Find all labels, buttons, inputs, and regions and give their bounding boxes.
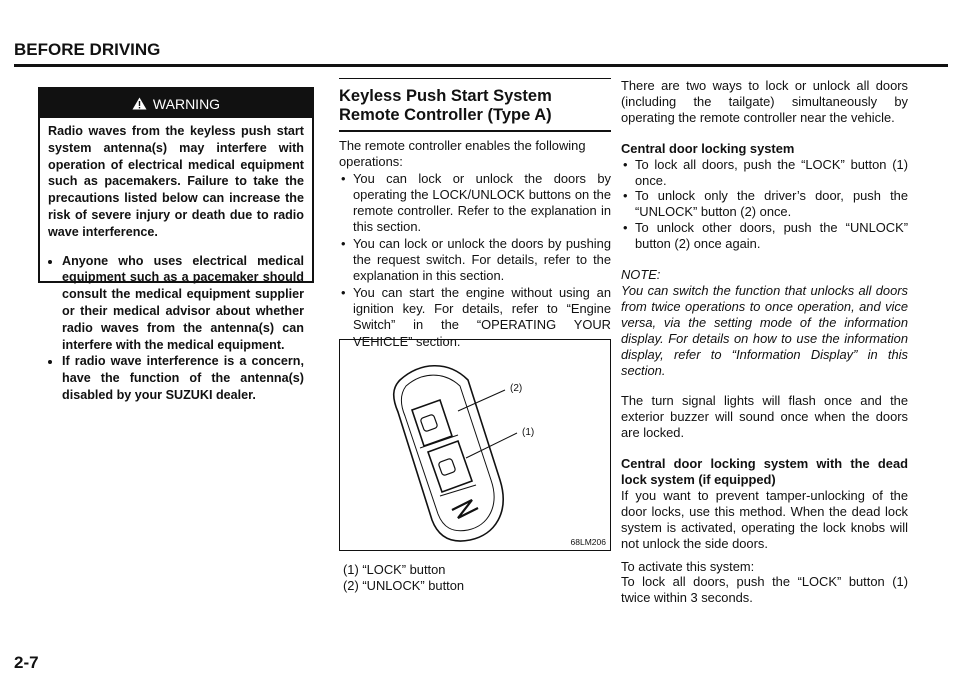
caption-line: (1) “LOCK” button (343, 562, 446, 577)
caption-line: (2) “UNLOCK” button (343, 577, 465, 593)
central-list (621, 157, 908, 252)
warning-label: WARNING (152, 95, 221, 112)
warning-bullet: • Anyone who uses electrical medical equipment such as a pacemaker should consult the medical equipment supplier or their medical advisor about whether radio waves from the antenna(s) can interfere with the medical equipment. (62, 253, 304, 354)
header-rule (14, 64, 948, 67)
warning-banner (40, 89, 312, 118)
warning-bullet: • If radio wave interference is a concern, have the function of the antenna(s) disabled by your SUZUKI dealer. (62, 353, 304, 403)
activate-line-1: To activate this system: (621, 558, 755, 574)
section-body (339, 138, 611, 350)
figure-label-2: (2) (510, 383, 523, 394)
section-title-rule (339, 130, 611, 132)
deadlock-heading: Central door locking system with the dead lock system (if equipped) (621, 456, 908, 488)
section-intro: The remote controller enables the following operations: (339, 138, 586, 170)
deadlock-text: If you want to prevent tamper-unlocking of the door locks, use this method. When the dead lock system is activated, operating the lock knobs will not unlock the side doors. (621, 487, 908, 551)
middle-column (339, 78, 611, 350)
section-bullet: • You can lock or unlock the doors by operating the LOCK/UNLOCK buttons on the remote controller. Refer to the explanation in this section. (353, 171, 611, 236)
section-bullet: • You can start the engine without using an ignition key. For details, refer to “Engine Switch” in the “OPERATING YOUR VEHICLE” section. (353, 285, 611, 350)
figure-code: 68LM206 (570, 537, 606, 547)
central-bullet: • To unlock other doors, push the “UNLOCK” button (2) once again. (635, 220, 908, 252)
turn-signal-text: The turn signal lights will flash once and the exterior buzzer will sound once when the doors are locked. (621, 393, 908, 441)
warning-box (38, 87, 314, 402)
warning-triangle-icon (132, 97, 147, 110)
remote-figure (339, 339, 611, 551)
central-bullet: • To unlock only the driver’s door, push the “UNLOCK” button (2) once. (635, 188, 908, 220)
note-label: NOTE: (621, 267, 661, 283)
page-number: 2-7 (14, 653, 39, 672)
figure-caption (343, 562, 464, 593)
section-title: Keyless Push Start System Remote Controller (Type A) (339, 87, 552, 124)
activate-line-2: To lock all doors, push the “LOCK” button (1) twice within 3 seconds. (621, 574, 908, 606)
page-header: BEFORE DRIVING (14, 40, 161, 59)
warning-body (40, 118, 312, 404)
section-top-rule (339, 78, 611, 79)
central-heading: Central door locking system (621, 140, 795, 156)
section-list (339, 171, 611, 350)
warning-intro: Radio waves from the keyless push start system antenna(s) may interfere with operation of electrical medical equipment such as pacemakers. Failure to take the precautions listed below can increase the risk of severe injury or death due to radio wave interference. (48, 124, 304, 239)
note-text: You can switch the function that unlocks all doors from twice operations to once operation, and vice versa, via the setting mode of the information display. For details on how to use the information display, refer to “Information Display” in this section. (621, 282, 908, 378)
section-bullet: • You can lock or unlock the doors by pushing the request switch. For details, refer to the explanation in this section. (353, 236, 611, 285)
central-bullet: • To lock all doors, push the “LOCK” button (1) once. (635, 157, 908, 189)
right-intro: There are two ways to lock or unlock all doors (including the tailgate) simultaneously by operating the remote controller near the vehicle. (621, 78, 908, 125)
remote-controller-illustration (340, 340, 610, 550)
figure-label-1: (1) (522, 427, 535, 438)
right-column (621, 78, 908, 606)
warning-list (48, 253, 304, 404)
